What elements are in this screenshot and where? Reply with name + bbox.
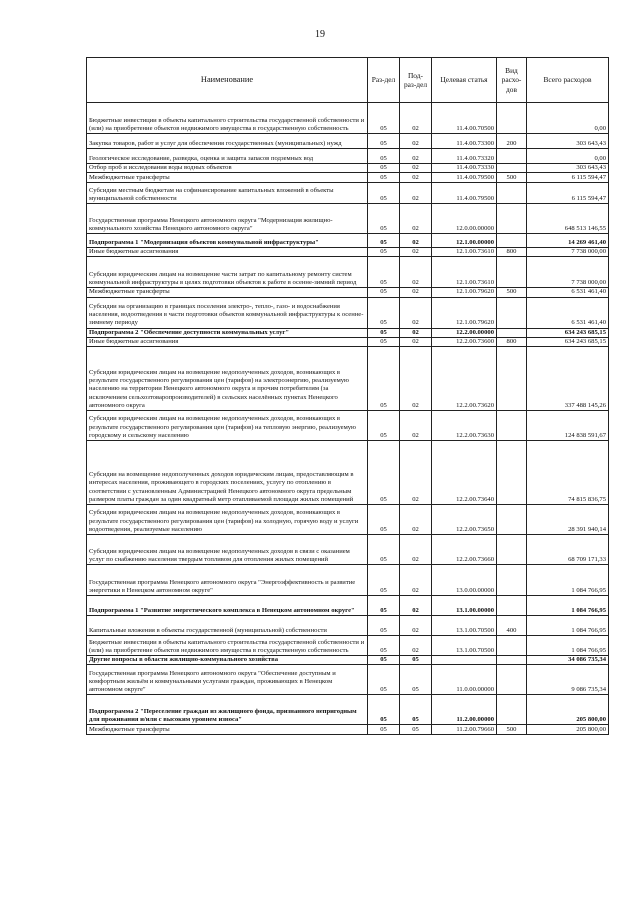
row-target-article: 12.2.00.73660 <box>432 535 497 565</box>
row-total: 303 643,43 <box>527 134 609 149</box>
row-section: 05 <box>368 656 400 665</box>
row-name: Подпрограмма 1 "Развитие энергетического комплекса в Ненецком автономном округе" <box>87 596 368 616</box>
table-row <box>87 596 609 616</box>
row-target-article: 11.2.00.79660 <box>432 725 497 735</box>
row-expense-type <box>497 204 527 234</box>
row-target-article: 13.1.00.70500 <box>432 616 497 636</box>
row-name: Субсидии местным бюджетам на софинансирование капитальных вложений в объекты муниципальной собственности <box>87 183 368 204</box>
table-row <box>87 183 609 204</box>
row-name: Субсидии юридическим лицам на возмещение части затрат по капитальному ремонту систем коммунальной инфраструктуры в целях подготовки объектов к работе в осенне-зимний период <box>87 257 368 288</box>
row-total: 6 115 594,47 <box>527 173 609 183</box>
row-target-article: 12.1.00.73610 <box>432 248 497 257</box>
row-expense-type <box>497 164 527 173</box>
row-section: 05 <box>368 134 400 149</box>
row-section: 05 <box>368 337 400 346</box>
row-target-article: 12.1.00.79620 <box>432 297 497 328</box>
row-total: 1 084 766,95 <box>527 616 609 636</box>
row-expense-type <box>497 149 527 164</box>
row-subsection: 02 <box>400 134 432 149</box>
row-target-article: 11.4.00.79500 <box>432 173 497 183</box>
row-section: 05 <box>368 411 400 441</box>
table-row <box>87 173 609 183</box>
table-row <box>87 347 609 411</box>
row-total: 1 084 766,95 <box>527 596 609 616</box>
row-total: 124 838 591,67 <box>527 411 609 441</box>
table-row <box>87 535 609 565</box>
row-total: 337 488 145,26 <box>527 347 609 411</box>
row-subsection: 02 <box>400 103 432 134</box>
row-target-article: 13.1.00.00000 <box>432 596 497 616</box>
row-target-article: 11.4.00.79500 <box>432 183 497 204</box>
row-total: 303 643,43 <box>527 164 609 173</box>
row-subsection: 02 <box>400 565 432 596</box>
row-target-article: 12.1.00.79620 <box>432 288 497 297</box>
row-subsection: 02 <box>400 234 432 248</box>
row-subsection: 02 <box>400 288 432 297</box>
row-expense-type: 500 <box>497 173 527 183</box>
header-expense-type: Вид расхо-дов <box>497 58 527 103</box>
row-name: Субсидии юридическим лицам на возмещение недополученных доходов, возникающих в результате государственного регулирования цен (тарифов) на холодную, горячую воду и услуги водоотведения, реализуемые населению <box>87 505 368 535</box>
row-total: 205 800,00 <box>527 725 609 735</box>
row-target-article: 13.0.00.00000 <box>432 565 497 596</box>
row-target-article: 11.0.00.00000 <box>432 665 497 695</box>
row-name: Отбор проб и исследования воды водных объектов <box>87 164 368 173</box>
row-expense-type: 800 <box>497 337 527 346</box>
row-subsection: 02 <box>400 297 432 328</box>
row-total: 205 800,00 <box>527 695 609 725</box>
row-name: Иные бюджетные ассигнования <box>87 337 368 346</box>
row-total: 6 531 461,40 <box>527 288 609 297</box>
table-row <box>87 411 609 441</box>
row-expense-type: 400 <box>497 616 527 636</box>
row-name: Иные бюджетные ассигнования <box>87 248 368 257</box>
row-target-article: 12.0.00.00000 <box>432 204 497 234</box>
row-name: Межбюджетные трансферты <box>87 725 368 735</box>
row-section: 05 <box>368 183 400 204</box>
row-target-article: 12.1.00.00000 <box>432 234 497 248</box>
row-section: 05 <box>368 565 400 596</box>
table-row <box>87 297 609 328</box>
row-subsection: 05 <box>400 665 432 695</box>
row-name: Другие вопросы в области жилищно-коммунального хозяйства <box>87 656 368 665</box>
row-subsection: 02 <box>400 337 432 346</box>
row-target-article: 11.4.00.73320 <box>432 149 497 164</box>
row-target-article: 12.2.00.73630 <box>432 411 497 441</box>
row-subsection: 02 <box>400 441 432 505</box>
row-target-article: 12.2.00.73650 <box>432 505 497 535</box>
row-section: 05 <box>368 149 400 164</box>
row-section: 05 <box>368 234 400 248</box>
row-subsection: 02 <box>400 616 432 636</box>
row-total: 6 115 594,47 <box>527 183 609 204</box>
row-expense-type <box>497 441 527 505</box>
row-subsection: 02 <box>400 164 432 173</box>
header-subsection: Под-раз-дел <box>400 58 432 103</box>
row-total: 9 086 735,34 <box>527 665 609 695</box>
row-expense-type: 800 <box>497 248 527 257</box>
table-header-row <box>87 58 609 103</box>
row-subsection: 02 <box>400 183 432 204</box>
row-section: 05 <box>368 248 400 257</box>
budget-table <box>86 57 609 735</box>
row-expense-type <box>497 656 527 665</box>
row-name: Закупка товаров, работ и услуг для обеспечения государственных (муниципальных) нужд <box>87 134 368 149</box>
row-target-article: 12.2.00.73600 <box>432 337 497 346</box>
table-row <box>87 636 609 656</box>
row-subsection: 02 <box>400 149 432 164</box>
row-target-article: 12.2.00.73640 <box>432 441 497 505</box>
row-target-article: 12.2.00.73620 <box>432 347 497 411</box>
row-expense-type <box>497 411 527 441</box>
row-section: 05 <box>368 725 400 735</box>
row-expense-type <box>497 596 527 616</box>
header-target-article: Целевая статья <box>432 58 497 103</box>
row-name: Межбюджетные трансферты <box>87 173 368 183</box>
table-row <box>87 288 609 297</box>
row-section: 05 <box>368 173 400 183</box>
table-row <box>87 134 609 149</box>
table-row <box>87 164 609 173</box>
table-row <box>87 257 609 288</box>
row-subsection: 02 <box>400 173 432 183</box>
table-row <box>87 665 609 695</box>
row-section: 05 <box>368 288 400 297</box>
table-row <box>87 337 609 346</box>
row-total: 634 243 685,15 <box>527 328 609 337</box>
table-row <box>87 505 609 535</box>
row-subsection: 02 <box>400 636 432 656</box>
row-target-article: 11.2.00.00000 <box>432 695 497 725</box>
row-expense-type <box>497 695 527 725</box>
row-total: 28 391 940,14 <box>527 505 609 535</box>
row-subsection: 05 <box>400 695 432 725</box>
row-section: 05 <box>368 297 400 328</box>
row-expense-type <box>497 328 527 337</box>
row-subsection: 05 <box>400 725 432 735</box>
row-total: 634 243 685,15 <box>527 337 609 346</box>
row-expense-type <box>497 347 527 411</box>
row-name: Государственная программа Ненецкого автономного округа "Энергоэффективность и развитие энергетики в Ненецком автономном округе" <box>87 565 368 596</box>
row-subsection: 02 <box>400 257 432 288</box>
row-name: Бюджетные инвестиции в объекты капитального строительства государственной собственности и (или) на приобретение объектов недвижимого имущества в государственную собственность <box>87 636 368 656</box>
row-expense-type: 500 <box>497 725 527 735</box>
row-section: 05 <box>368 616 400 636</box>
table-row <box>87 616 609 636</box>
row-subsection: 02 <box>400 596 432 616</box>
row-section: 05 <box>368 535 400 565</box>
row-section: 05 <box>368 695 400 725</box>
row-expense-type <box>497 234 527 248</box>
row-expense-type <box>497 103 527 134</box>
row-subsection: 05 <box>400 656 432 665</box>
row-name: Субсидии на организацию в границах поселения электро-, тепло-, газо- и водоснабжения населения, водоотведения в части подготовки объектов коммунальной инфраструктуры к осенне-зимнему периоду <box>87 297 368 328</box>
row-section: 05 <box>368 164 400 173</box>
row-expense-type <box>497 183 527 204</box>
row-expense-type <box>497 505 527 535</box>
row-name: Бюджетные инвестиции в объекты капитального строительства государственной собственности и (или) на приобретение объектов недвижимого имущества в государственную собственность <box>87 103 368 134</box>
row-total: 6 531 461,40 <box>527 297 609 328</box>
row-expense-type <box>497 636 527 656</box>
table-row <box>87 328 609 337</box>
row-target-article: 12.1.00.73610 <box>432 257 497 288</box>
table-row <box>87 149 609 164</box>
row-expense-type <box>497 565 527 596</box>
row-section: 05 <box>368 636 400 656</box>
row-expense-type <box>497 535 527 565</box>
row-total: 0,00 <box>527 103 609 134</box>
header-section: Раз-дел <box>368 58 400 103</box>
row-target-article <box>432 656 497 665</box>
row-subsection: 02 <box>400 204 432 234</box>
table-row <box>87 248 609 257</box>
table-row <box>87 656 609 665</box>
row-target-article: 11.4.00.70500 <box>432 103 497 134</box>
row-section: 05 <box>368 505 400 535</box>
row-name: Межбюджетные трансферты <box>87 288 368 297</box>
row-expense-type: 500 <box>497 288 527 297</box>
row-total: 1 084 766,95 <box>527 636 609 656</box>
row-section: 05 <box>368 328 400 337</box>
row-expense-type <box>497 297 527 328</box>
row-section: 05 <box>368 347 400 411</box>
row-subsection: 02 <box>400 535 432 565</box>
row-total: 34 086 735,34 <box>527 656 609 665</box>
row-subsection: 02 <box>400 248 432 257</box>
header-total: Всего расходов <box>527 58 609 103</box>
row-expense-type: 200 <box>497 134 527 149</box>
row-total: 14 269 461,40 <box>527 234 609 248</box>
header-name: Наименование <box>87 58 368 103</box>
table-row <box>87 234 609 248</box>
row-subsection: 02 <box>400 505 432 535</box>
page-number: 19 <box>315 29 325 40</box>
row-subsection: 02 <box>400 328 432 337</box>
table-row <box>87 695 609 725</box>
row-target-article: 11.4.00.73300 <box>432 134 497 149</box>
row-name: Субсидии юридическим лицам на возмещение недополученных доходов, возникающих в результате государственного регулирования цен (тарифов) на электроэнергию, реализуемую населению на территории Ненецкого автономного округа и прочим потребителям (за исключением сельхозтоваропроизводителей) в сельских населённых пунктах Ненецкого автономного округа <box>87 347 368 411</box>
row-expense-type <box>497 665 527 695</box>
row-target-article: 13.1.00.70500 <box>432 636 497 656</box>
row-name: Государственная программа Ненецкого автономного округа "Модернизация жилищно-коммунального хозяйства Ненецкого автономного округа" <box>87 204 368 234</box>
row-total: 7 738 000,00 <box>527 248 609 257</box>
row-section: 05 <box>368 665 400 695</box>
row-target-article: 12.2.00.00000 <box>432 328 497 337</box>
row-section: 05 <box>368 441 400 505</box>
row-total: 74 815 836,75 <box>527 441 609 505</box>
table-row <box>87 204 609 234</box>
row-target-article: 11.4.00.73330 <box>432 164 497 173</box>
table-row <box>87 565 609 596</box>
row-name: Подпрограмма 2 "Переселение граждан из жилищного фонда, признанного непригодным для проживания и/или с высоким уровнем износа" <box>87 695 368 725</box>
row-name: Геологическое исследование, разведка, оценка и защита запасов подземных вод <box>87 149 368 164</box>
row-section: 05 <box>368 257 400 288</box>
table-row <box>87 725 609 735</box>
row-name: Субсидии юридическим лицам на возмещение недополученных доходов в связи с оказанием услуг по снабжению населения твердым топливом для отопления жилых помещений <box>87 535 368 565</box>
row-name: Субсидии юридическим лицам на возмещение недополученных доходов, возникающих в результате государственного регулирования цен (тарифов) на тепловую энергию, реализуемую городскому и сельскому населению <box>87 411 368 441</box>
row-section: 05 <box>368 103 400 134</box>
row-total: 1 084 766,95 <box>527 565 609 596</box>
row-total: 0,00 <box>527 149 609 164</box>
row-name: Подпрограмма 1 "Модернизация объектов коммунальной инфраструктуры" <box>87 234 368 248</box>
row-subsection: 02 <box>400 411 432 441</box>
table-row <box>87 441 609 505</box>
row-section: 05 <box>368 204 400 234</box>
row-section: 05 <box>368 596 400 616</box>
row-name: Подпрограмма 2 "Обеспечение доступности коммунальных услуг" <box>87 328 368 337</box>
row-subsection: 02 <box>400 347 432 411</box>
row-name: Государственная программа Ненецкого автономного округа "Обеспечение доступным и комфортным жильём и коммунальными услугами граждан, проживающих в Ненецком автономном округе" <box>87 665 368 695</box>
row-expense-type <box>497 257 527 288</box>
row-name: Субсидии на возмещение недополученных доходов юридическим лицам, предоставляющим в интересах населения, проживающего в городских поселениях, услугу по отоплению в соответствии с установленным Администрацией Ненецкого автономного округа предельным размером платы граждан за один квадратный метр отапливаемой площади жилых помещений <box>87 441 368 505</box>
row-total: 68 709 171,33 <box>527 535 609 565</box>
table-row <box>87 103 609 134</box>
row-total: 648 513 146,55 <box>527 204 609 234</box>
row-total: 7 738 000,00 <box>527 257 609 288</box>
row-name: Капитальные вложения в объекты государственной (муниципальной) собственности <box>87 616 368 636</box>
